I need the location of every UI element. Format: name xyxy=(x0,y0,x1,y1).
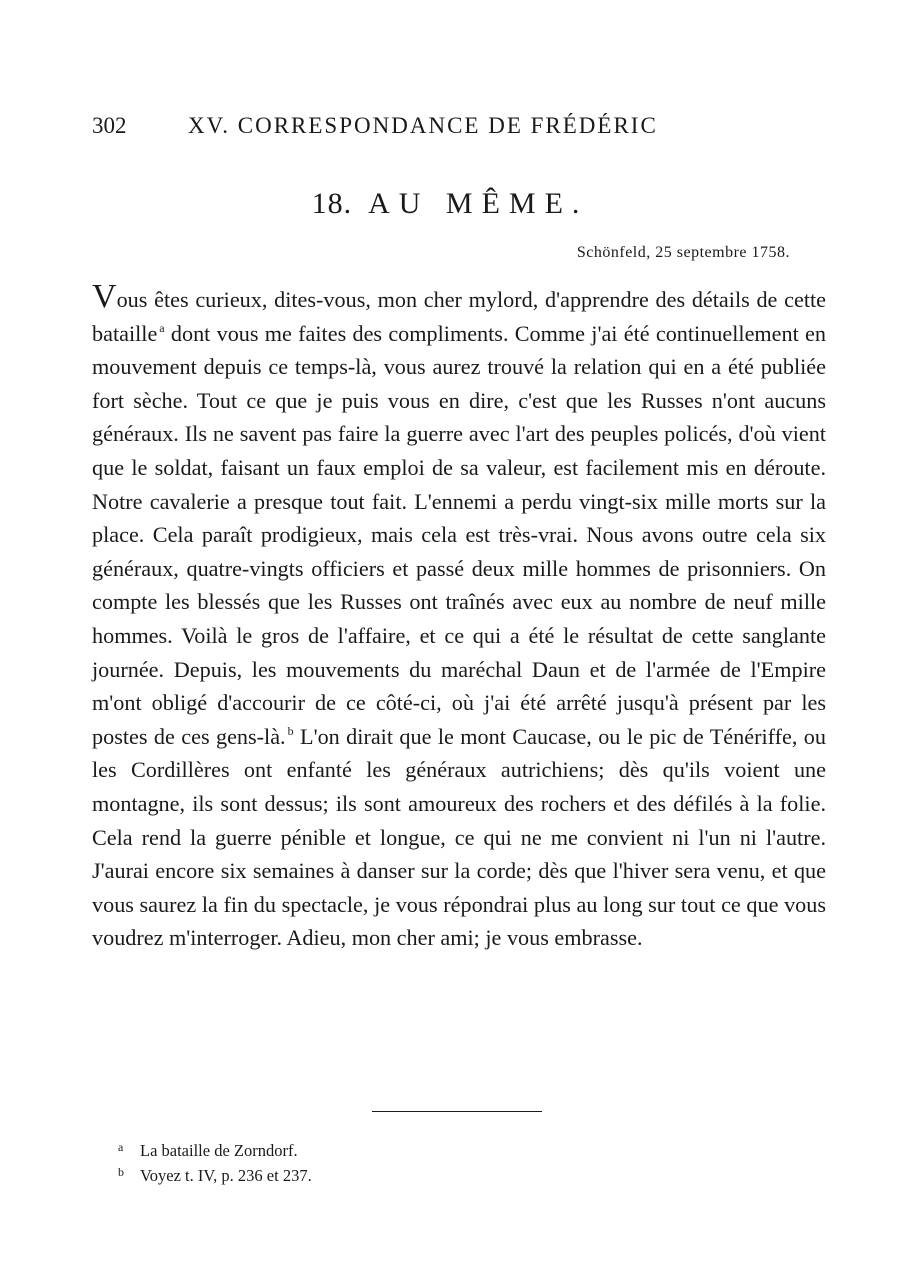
body-text-part-2: dont vous me faites des compliments. Comme j'ai été continuellement en mouvement depuis ce temps-là, vous aurez trouvé la relation qui en a été publiée fort sèche. Tout ce que je puis vous en dire, c'est que les Russes n'ont aucuns généraux. Ils ne savent pas faire la guerre avec l'art des peuples policés, d'où vient que le soldat, faisant un faux emploi de sa valeur, est facilement mis en déroute. Notre cavalerie a presque tout fait. L'ennemi a perdu vingt-six mille morts sur la place. Cela paraît prodigieux, mais cela est très-vrai. Nous avons outre cela six généraux, quatre-vingts officiers et passé deux mille hommes de prisonniers. On compte les blessés que les Russes ont traînés avec eux au nombre de neuf mille hommes. Voilà le gros de l'affaire, et ce qui a été le résultat de cette sanglante journée. Depuis, les mouvements du maréchal Daun et de l'armée de l'Empire m'ont obligé d'accourir de ce côté-ci, où j'ai été arrêté jusqu'à présent par les postes de ces gens-là. xyxy=(92,320,826,749)
running-head: XV. CORRESPONDANCE DE FRÉDÉRIC xyxy=(188,113,658,138)
letter-heading xyxy=(0,187,900,221)
footnote-a: a La bataille de Zorndorf. xyxy=(118,1140,298,1160)
page-header xyxy=(92,113,732,139)
footnote-text: Voyez t. IV, p. 236 et 237. xyxy=(140,1166,312,1185)
footnote-ref-b[interactable]: b xyxy=(287,723,294,738)
drop-cap: V xyxy=(92,278,117,315)
footnote-text: La bataille de Zorndorf. xyxy=(140,1141,298,1160)
footnote-b: b Voyez t. IV, p. 236 et 237. xyxy=(118,1165,312,1185)
letter-title: AU MÊME. xyxy=(368,187,589,220)
letter-body xyxy=(92,278,826,955)
page-number: 302 xyxy=(92,113,127,138)
body-text-part-1: ous êtes curieux, dites-vous, mon cher mylord, d'apprendre des détails de cette bataille xyxy=(92,287,826,346)
body-text-part-3: L'on dirait que le mont Caucase, ou le pic de Ténériffe, ou les Cordillères ont enfanté les généraux autrichiens; dès qu'ils voient une montagne, ils sont dessus; ils sont amoureux des rochers et des défilés à la folie. Cela rend la guerre pénible et longue, ce qui ne me convient ni l'un ni l'autre. J'aurai encore six semaines à danser sur la corde; dès que l'hiver sera venu, et que vous saurez la fin du spectacle, je vous répondrai plus au long sur tout ce que vous voudrez m'interroger. Adieu, mon cher ami; je vous embrasse. xyxy=(92,723,826,951)
letter-number: 18. xyxy=(311,187,353,220)
footnote-divider xyxy=(372,1111,542,1112)
footnotes xyxy=(118,1138,312,1188)
footnote-ref-a[interactable]: a xyxy=(159,320,165,335)
dateline: Schönfeld, 25 septembre 1758. xyxy=(576,244,790,261)
